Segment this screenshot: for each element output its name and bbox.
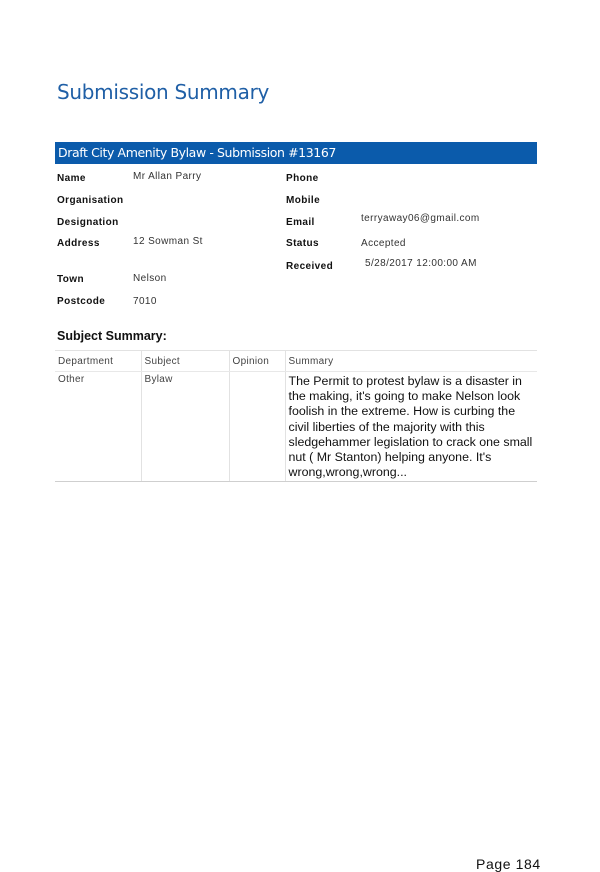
designation-label: Designation (57, 217, 119, 228)
subject-summary-title: Subject Summary: (57, 329, 167, 343)
status-label: Status (286, 238, 319, 249)
cell-subject: Bylaw (141, 372, 229, 482)
cell-opinion (229, 372, 285, 482)
postcode-value: 7010 (133, 296, 157, 307)
organisation-label: Organisation (57, 195, 124, 206)
cell-department: Other (55, 372, 141, 482)
table-row (55, 372, 537, 482)
submission-banner: Draft City Amenity Bylaw - Submission #13167 (55, 142, 537, 164)
received-value: 5/28/2017 12:00:00 AM (365, 258, 477, 269)
status-value: Accepted (361, 238, 406, 249)
name-value: Mr Allan Parry (133, 171, 202, 182)
header-opinion: Opinion (229, 351, 285, 372)
address-label: Address (57, 238, 100, 249)
received-label: Received (286, 261, 334, 272)
subject-summary-table (55, 350, 537, 482)
table-header-row (55, 351, 537, 372)
header-subject: Subject (141, 351, 229, 372)
town-value: Nelson (133, 273, 167, 284)
header-summary: Summary (285, 351, 537, 372)
name-label: Name (57, 173, 86, 184)
phone-label: Phone (286, 173, 319, 184)
email-label: Email (286, 217, 315, 228)
page-number: Page 184 (476, 856, 541, 872)
page-title: Submission Summary (57, 80, 270, 104)
address-value: 12 Sowman St (133, 236, 203, 247)
header-department: Department (55, 351, 141, 372)
email-value: terryaway06@gmail.com (361, 213, 480, 224)
town-label: Town (57, 274, 84, 285)
cell-summary: The Permit to protest bylaw is a disaster in the making, it's going to make Nelson look foolish in the extreme. How is curbing the civil liberties of the majority with this sledgehammer legislation to crack one small nut ( Mr Stanton) helping anyone. It's wrong,wrong,wrong... (285, 372, 537, 482)
postcode-label: Postcode (57, 296, 106, 307)
mobile-label: Mobile (286, 195, 321, 206)
